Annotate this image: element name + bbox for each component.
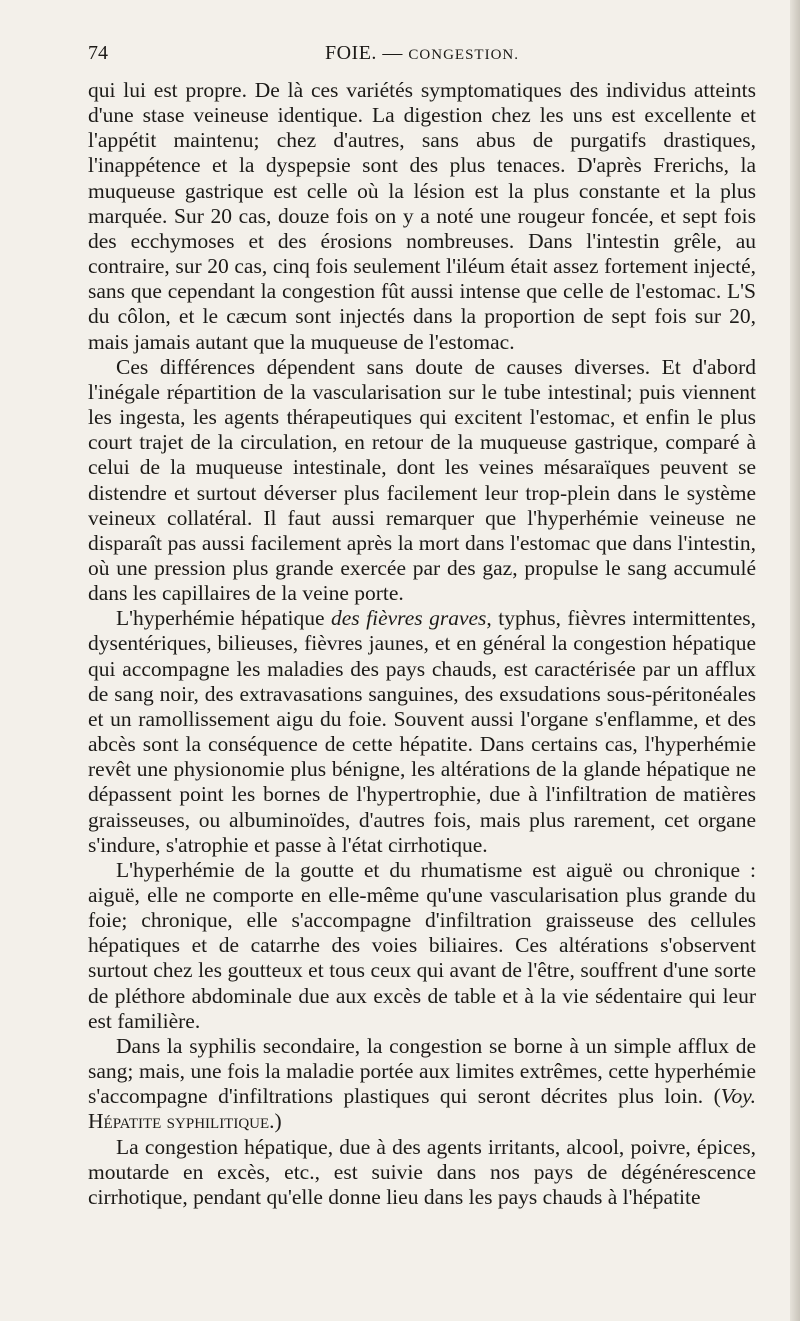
paragraph-6: La congestion hépatique, due à des agents irritants, alcool, poivre, épices, moutarde en excès, etc., est suivie dans nos pays de dégénérescence cirrhotique, pendant qu'elle donne lieu dans les pays chauds à l'hépatite — [88, 1134, 756, 1209]
paragraph-5-small-caps: Hépatite syphilitique — [88, 1109, 270, 1134]
paragraph-4: L'hyperhémie de la goutte et du rhumatisme est aiguë ou chronique : aiguë, elle ne comporte en elle-même qu'une vascularisation plus grande du foie; chronique, elle s'accompagne d'infiltration graisseuse des cellules hépatiques et de catarrhe des voies biliaires. Ces altérations s'observent surtout chez les goutteux et tous ceux qui avant de l'être, souffrent d'une sorte de pléthore abdominale due aux excès de table et à la vie sédentaire qui leur est familière. — [88, 857, 756, 1033]
paragraph-2: Ces différences dépendent sans doute de causes diverses. Et d'abord l'inégale répartition de la vascularisation sur le tube intestinal; puis viennent les ingesta, les agents thérapeutiques qui excitent l'estomac, et enfin le plus court trajet de la circulation, en retour de la muqueuse gastrique, comparé à celui de la muqueuse intestinale, dont les veines mésaraïques peuvent se distendre et surtout déverser plus facilement leur trop-plein dans le système veineux collatéral. Il faut aussi remarquer que l'hyperhémie veineuse ne disparaît pas aussi facilement après la mort dans l'estomac que dans l'intestin, où une pression plus grande exercée par des gaz, propulse le sang accumulé dans les capillaires de la veine porte. — [88, 354, 756, 606]
paragraph-3-rest: , typhus, fièvres intermittentes, dysentériques, bilieuses, fièvres jaunes, et en général la congestion hépatique qui accompagne les maladies des pays chauds, est caractérisée par un afflux de sang noir, des extravasations sanguines, des exsudations sous-péritonéales et un ramollissement aigu du foie. Souvent aussi l'organe s'enflamme, et des abcès sont la conséquence de cette hépatite. Dans certains cas, l'hyperhémie revêt une physionomie plus bénigne, les altérations de la glande hépatique ne dépassent point les bornes de l'hypertrophie, due à l'infiltration de matières graisseuses, ou albuminoïdes, d'autres fois, mais plus rarement, cet organe s'indure, s'atrophie et passe à l'état cirrhotique. — [88, 606, 756, 857]
page-edge — [790, 0, 800, 1321]
paragraph-5 — [88, 1034, 756, 1135]
paragraph-3-italic: des fièvres graves — [331, 606, 487, 631]
page-number: 74 — [88, 42, 108, 64]
running-head-subtitle: CONGESTION. — [408, 47, 520, 63]
running-head-separator: — — [376, 42, 409, 64]
paragraph-5-start: Dans la syphilis secondaire, la congestion se borne à un simple afflux de sang; mais, une fois la maladie portée aux limites extrêmes, cette hyperhémie s'accompagne d'infiltrations plastiques qui seront décrites plus loin. ( — [88, 1033, 756, 1109]
body-text — [88, 78, 756, 1210]
paragraph-3 — [88, 606, 756, 858]
paragraph-1: qui lui est propre. De là ces variétés symptomatiques des individus atteints d'une stase veineuse identique. La digestion chez les uns est excellente et l'appétit maintenu; chez d'autres, sans abus de purgatifs drastiques, l'inappétence et la dyspepsie sont des plus tenaces. D'après Frerichs, la muqueuse gastrique est celle où la lésion est la plus constante et la plus marquée. Sur 20 cas, douze fois on y a noté une rougeur foncée, et sept fois des ecchymoses et des érosions nombreuses. Dans l'intestin grêle, au contraire, sur 20 cas, cinq fois seulement l'iléum était assez fortement injecté, sans que cependant la congestion fût aussi intense que celle de l'estomac. L'S du côlon, et le cæcum sont injectés dans la proportion de sept fois sur 20, mais jamais autant que la muqueuse de l'estomac. — [88, 78, 756, 354]
paragraph-3-start: L'hyperhémie hépatique — [116, 606, 331, 631]
running-head-title: FOIE. — [324, 42, 377, 64]
page-header — [88, 40, 756, 70]
paragraph-5-italic: Voy. — [720, 1084, 756, 1109]
paragraph-5-end: .) — [269, 1109, 282, 1134]
running-head — [88, 42, 756, 65]
